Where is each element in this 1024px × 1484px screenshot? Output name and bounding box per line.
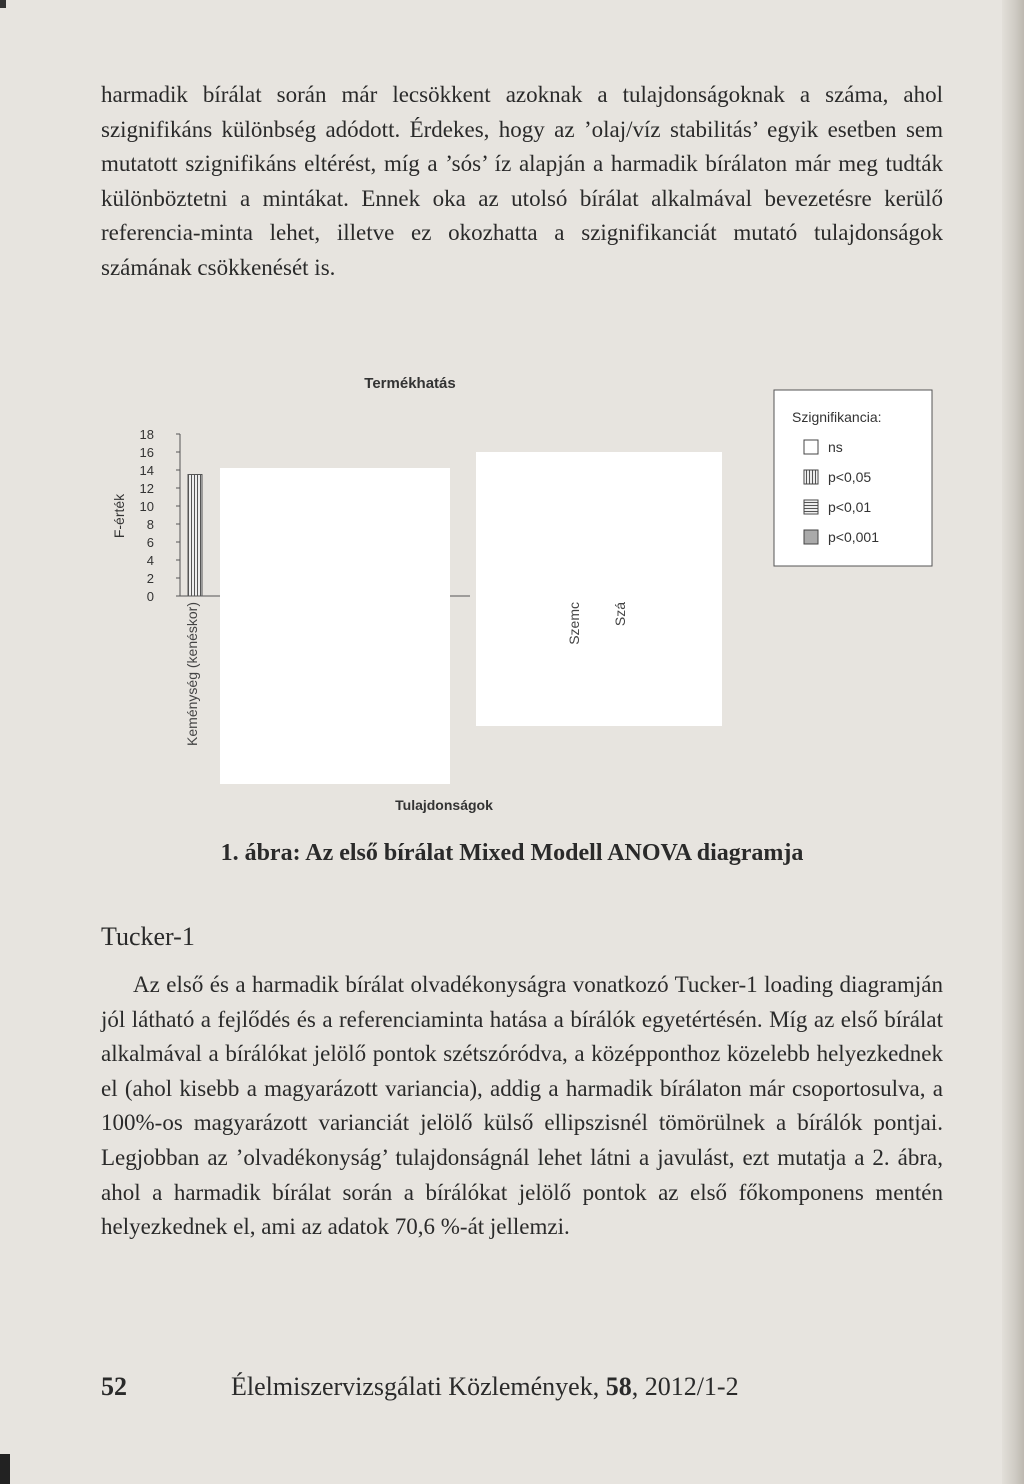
bar-series [188,475,202,597]
y-tick-label: 14 [139,463,154,478]
page-footer [101,1372,943,1408]
y-tick-label: 2 [146,571,154,586]
legend [774,390,932,566]
bar [188,475,202,597]
anova-figure [70,360,950,830]
legend-title: Szignifikancia: [792,409,882,425]
y-tick-label: 18 [139,427,154,442]
y-tick-labels [140,427,180,604]
y-tick-label: 16 [139,445,154,460]
legend-swatch [804,530,818,544]
legend-swatch [804,470,818,484]
category-label: Keménység (kenéskor) [184,602,200,746]
legend-swatch [804,440,818,454]
legend-label: p<0,01 [828,499,872,515]
journal-volume: 58 [605,1372,632,1401]
scan-corner-mark [0,0,6,8]
chart-title: Termékhatás [364,375,456,392]
category-label: Szá [612,602,628,627]
y-tick-label: 12 [139,481,154,496]
scan-corner-mark [0,1454,10,1484]
y-tick-label: 6 [146,535,154,550]
y-tick-label: 8 [146,517,154,532]
category-label: Szemc [566,602,582,645]
x-axis-label: Tulajdonságok [395,797,493,813]
legend-label: p<0,001 [828,529,879,545]
anova-chart [70,360,950,830]
tucker-paragraph: Az első és a harmadik bírálat olvadékonyságra vonatkozó Tucker-1 loading diagramján jól látható a fejlődés és a referenciaminta hatása a bírálók egyetértésén. Míg az első bírálat alkalmával a bírálókat jelölő pontok szétszóródva, a középponthoz közelebb helyezkednek el (ahol kisebb a magyarázott variancia), addig a harmadik bírálaton már csoportosulva, a 100%-os magyarázott varianciát jelölő külső ellipszisnél tömörülnek a bírálók pontjai. Legjobban az ’olvadékonyság’ tulajdonságnál lehet látni a javulást, ezt mutatja a 2. ábra, ahol a harmadik bírálat során a bírálókat jelölő pontok az első főkomponens mentén helyezkednek el, ami az adatok 70,6 %-át jellemzi. [101,972,943,1240]
figure-caption: 1. ábra: Az első bírálat Mixed Modell ANOVA diagramja [220,840,804,866]
y-axis-label: F-érték [111,493,127,539]
y-tick-label: 4 [146,553,154,568]
page-number: 52 [101,1372,127,1401]
y-tick-label: 10 [139,499,154,514]
journal-name: Élelmiszervizsgálati Közlemények, [231,1372,600,1401]
journal-issue: , 2012/1-2 [631,1372,739,1401]
y-tick-label: 0 [146,589,154,604]
scan-edge-shadow [1002,0,1024,1484]
redacted-region [476,452,722,726]
redacted-region [220,468,450,784]
intro-paragraph: harmadik bírálat során már lecsökkent azoknak a tulajdonságoknak a száma, ahol szignifikáns különbség adódott. Érdekes, hogy az ’olaj/víz stabilitás’ egyik esetben sem mutatott szignifikáns eltérést, míg a ’sós’ íz alapján a harmadik bírálaton már meg tudták különböztetni a mintákat. Ennek oka az utolsó bírálat alkalmával bevezetésre kerülő referencia-minta lehet, illetve ez okozhatta a szignifikanciát mutató tulajdonságok számának csökkenését is. [101,82,943,280]
journal-citation [231,1372,739,1402]
section-heading: Tucker-1 [101,922,195,951]
legend-swatch [804,500,818,514]
legend-label: ns [828,439,843,455]
legend-label: p<0,05 [828,469,872,485]
